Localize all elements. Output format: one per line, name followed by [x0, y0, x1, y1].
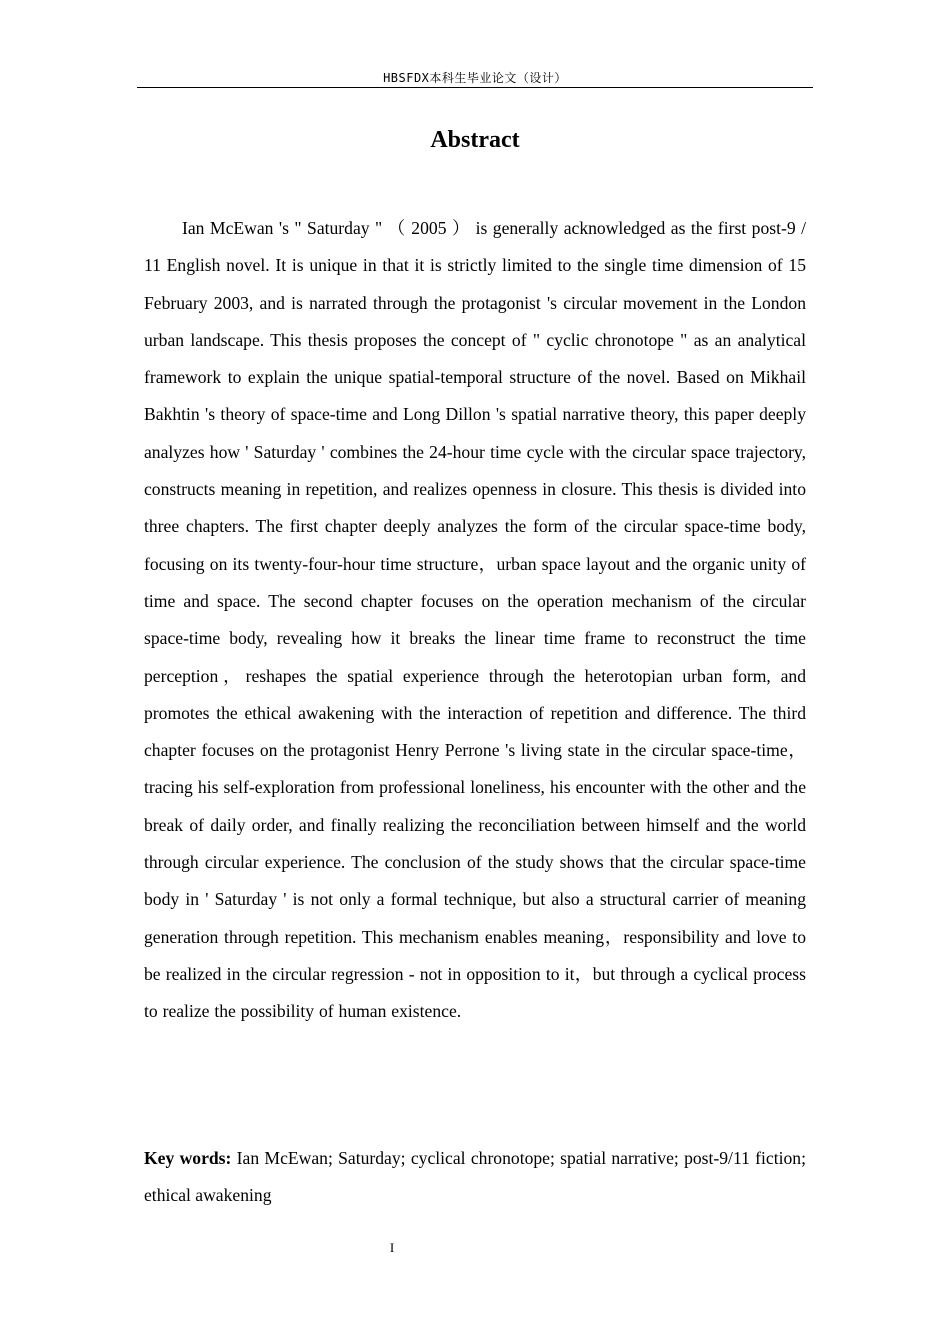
keywords-paragraph	[144, 1140, 806, 1215]
page-header: HBSFDX本科生毕业论文（设计）	[383, 71, 567, 85]
page-number: I	[389, 1240, 395, 1255]
keywords-text: Ian McEwan; Saturday; cyclical chronotope; spatial narrative; post-9/11 fiction; ethical awakening	[144, 1148, 806, 1206]
abstract-body: Ian McEwan 's " Saturday " （ 2005 ） is generally acknowledged as the first post-9 / 11 English novel. It is unique in that it is strictly limited to the single time dimension of 15 February 2003, and is narrated through the protagonist 's circular movement in the London urban landscape. This thesis proposes the concept of " cyclic chronotope " as an analytical framework to explain the unique spatial-temporal structure of the novel. Based on Mikhail Bakhtin 's theory of space-time and Long Dillon 's spatial narrative theory, this paper deeply analyzes how ' Saturday ' combines the 24-hour time cycle with the circular space trajectory, constructs meaning in repetition, and realizes openness in closure. This thesis is divided into three chapters. The first chapter deeply analyzes the form of the circular space-time body, focusing on its twenty-four-hour time structure，urban space layout and the organic unity of time and space. The second chapter focuses on the operation mechanism of the circular space-time body, revealing how it breaks the linear time frame to reconstruct the time perception，reshapes the spatial experience through the heterotopian urban form, and promotes the ethical awakening with the interaction of repetition and difference. The third chapter focuses on the protagonist Henry Perrone 's living state in the circular space-time，tracing his self-exploration from professional loneliness, his encounter with the other and the break of daily order, and finally realizing the reconciliation between himself and the world through circular experience. The conclusion of the study shows that the circular space-time body in ' Saturday ' is not only a formal technique, but also a structural carrier of meaning generation through repetition. This mechanism enables meaning，responsibility and love to be realized in the circular regression - not in opposition to it，but through a cyclical process to realize the possibility of human existence.	[144, 218, 806, 1022]
abstract-title: Abstract	[430, 127, 520, 153]
keywords-label: Key words:	[144, 1148, 232, 1168]
header-rule	[137, 87, 813, 88]
